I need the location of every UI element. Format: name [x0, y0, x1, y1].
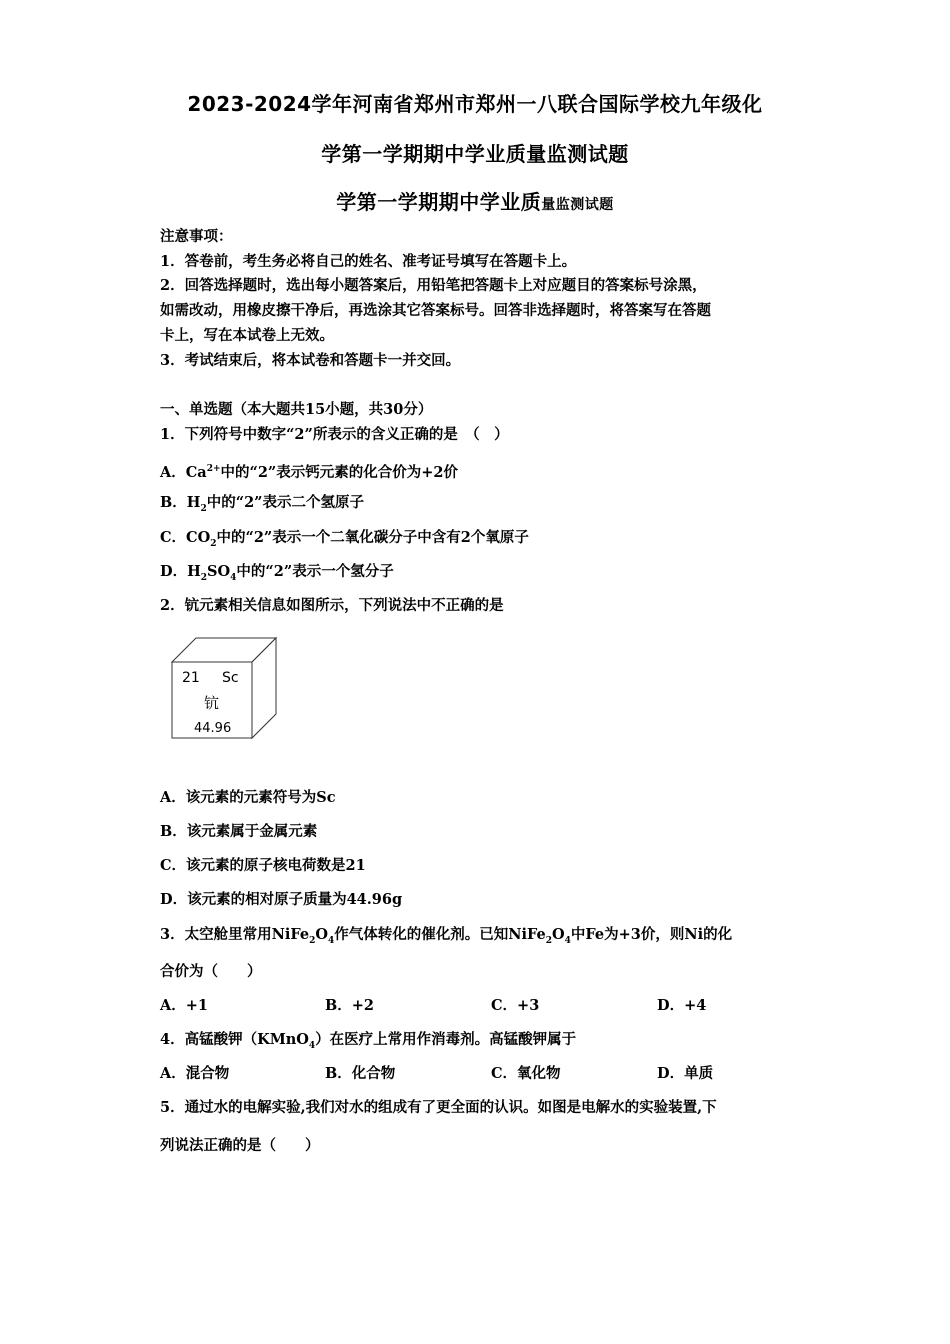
q2-option-a: A．该元素的元素符号为Sc	[160, 789, 336, 806]
title-line-3	[0, 186, 950, 215]
q1-option-d: D．$H_2SO_4$中的“2”表示一个氢分子	[160, 563, 394, 583]
q3-option-d: D．+4	[657, 997, 707, 1014]
element-number: 21	[182, 670, 200, 686]
element-symbol: Sc	[222, 670, 239, 686]
q4-stem: 4．高锰酸钾（KMnO$_4$）在医疗上常用作消毒剂。高锰酸钾属于	[160, 1031, 577, 1051]
q4-option-c: C．氧化物	[491, 1065, 561, 1082]
q4-option-a: A．混合物	[160, 1065, 230, 1082]
q3-option-b: B．+2	[325, 997, 374, 1014]
q4-option-d: D．单质	[657, 1065, 714, 1082]
q5-stem-line-2: 列说法正确的是（ ）	[160, 1137, 320, 1154]
title-line-3-main: 学第一学期期中学业质	[336, 190, 542, 214]
title-line-1: 2023-2024学年河南省郑州市郑州一八联合国际学校九年级化	[187, 92, 763, 116]
title-line-3-small: 量监测试题	[541, 197, 614, 213]
q3-stem-line-2: 合价为（ ）	[160, 963, 262, 980]
q2-option-c: C．该元素的原子核电荷数是21	[160, 857, 366, 874]
q3-option-a: A．+1	[160, 997, 208, 1014]
q1-option-b: B．$H_2$中的“2”表示二个氢原子	[160, 494, 365, 514]
notice-heading: 注意事项：	[160, 228, 233, 245]
q4-option-b: B．化合物	[325, 1065, 396, 1082]
q2-option-b: B．该元素属于金属元素	[160, 823, 318, 840]
q1-option-a: A．$Ca^{2+}$中的“2”表示钙元素的化合价为+2价	[160, 463, 459, 481]
q5-stem-line-1: 5．通过水的电解实验,我们对水的组成有了更全面的认识。如图是电解水的实验装置,下	[160, 1099, 717, 1116]
element-name: 钪	[204, 694, 220, 712]
notice-item-1: 1．答卷前，考生务必将自己的姓名、准考证号填写在答题卡上。	[160, 253, 577, 270]
element-mass: 44.96	[194, 721, 232, 736]
notice-item-2-line-1: 2．回答选择题时，选出每小题答案后，用铅笔把答题卡上对应题目的答案标号涂黑，	[160, 277, 707, 294]
section-heading: 一、单选题（本大题共15小题，共30分）	[160, 401, 433, 418]
q1-stem: 1．下列符号中数字“2”所表示的含义正确的是 （ ）	[160, 426, 509, 443]
scandium-element-card	[170, 634, 282, 748]
q3-stem-line-1: 3．太空舱里常用$NiFe_2O_4$作气体转化的催化剂。已知$NiFe_2O_4$中Fe为+3价，则Ni的化	[160, 926, 733, 946]
q3-option-c: C．+3	[491, 997, 540, 1014]
notice-item-2-line-2: 如需改动，用橡皮擦干净后，再选涂其它答案标号。回答非选择题时，将答案写在答题	[160, 302, 711, 319]
q2-stem: 2．钪元素相关信息如图所示，下列说法中不正确的是	[160, 597, 504, 614]
title-line-2: 学第一学期期中学业质量监测试题	[321, 142, 629, 166]
notice-item-2-line-3: 卡上，写在本试卷上无效。	[160, 327, 334, 344]
notice-item-3: 3．考试结束后，将本试卷和答题卡一并交回。	[160, 352, 461, 369]
q2-option-d: D．该元素的相对原子质量为44.96g	[160, 891, 403, 908]
q1-option-c: C．$CO_2$中的“2”表示一个二氧化碳分子中含有2个氧原子	[160, 529, 529, 549]
